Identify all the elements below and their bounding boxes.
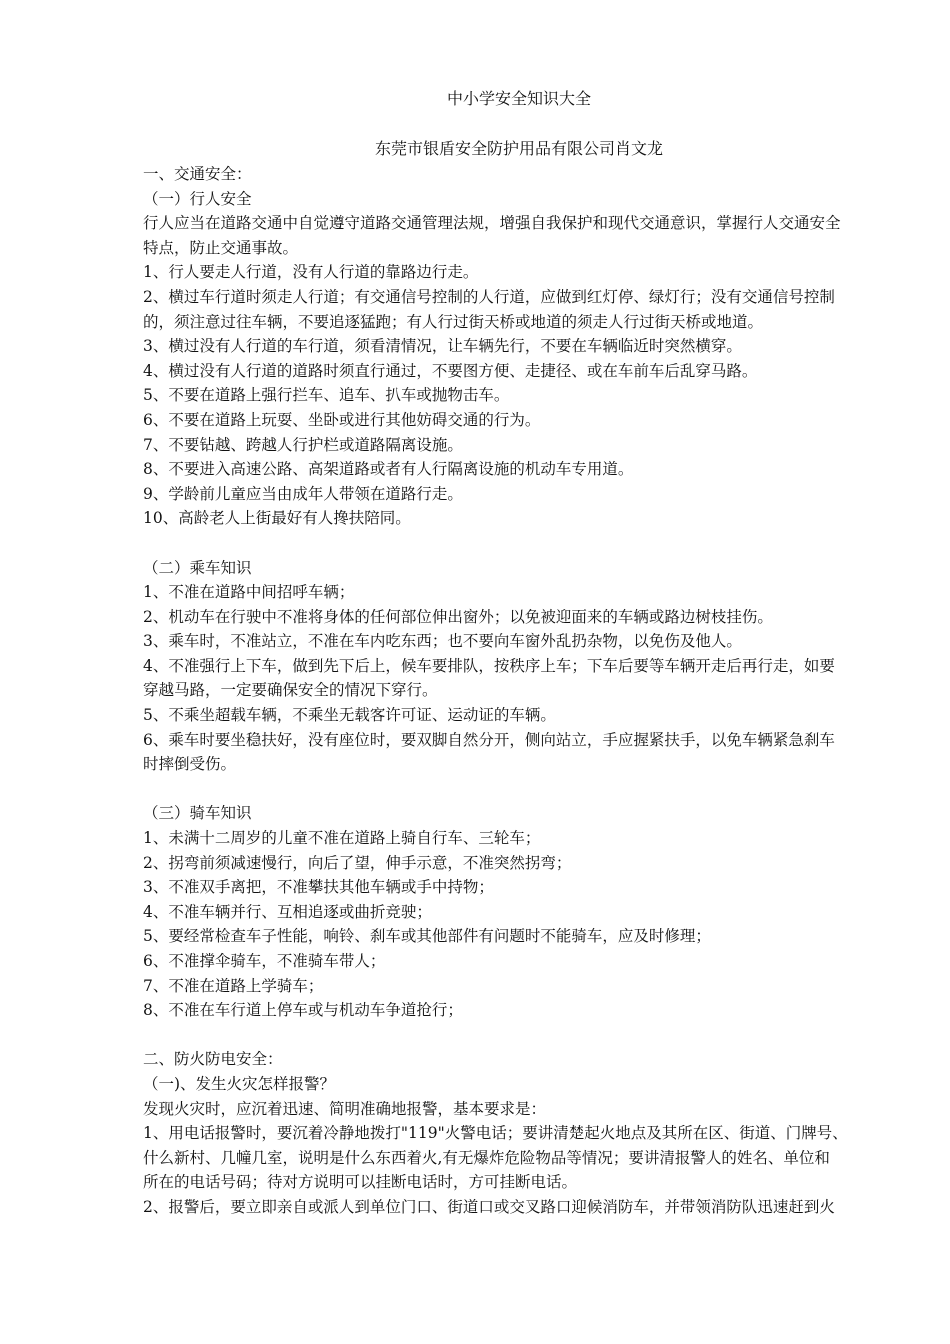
text-line: 4、横过没有人行道的道路时须直行通过，不要图方便、走捷径、或在车前车后乱穿马路。 — [143, 361, 758, 380]
text-line: 的，须注意过往车辆，不要追逐猛跑；有人行过街天桥或地道的须走人行过街天桥或地道。 — [143, 312, 764, 331]
text-line: 所在的电话号码；待对方说明可以挂断电话时，方可挂断电话。 — [143, 1173, 578, 1192]
document-author: 东莞市银盾安全防护用品有限公司肖文龙 — [374, 139, 663, 158]
text-line: 4、不准强行上下车，做到先下后上，候车要排队，按秩序上车；下车后要等车辆开走后再行走，如要 — [143, 656, 835, 675]
text-line: 2、报警后，要立即亲自或派人到单位门口、街道口或交叉路口迎候消防车，并带领消防队迅速赶到火 — [143, 1197, 835, 1216]
text-line: 穿越马路，一定要确保安全的情况下穿行。 — [143, 681, 438, 700]
text-line: 行人应当在道路交通中自觉遵守道路交通管理法规，增强自我保护和现代交通意识，掌握行人交通安全 — [143, 214, 841, 233]
text-line: 7、不要钻越、跨越人行护栏或道路隔离设施。 — [143, 435, 463, 454]
text-line: （二）乘车知识 — [143, 558, 252, 577]
text-line: 8、不要进入高速公路、高架道路或者有人行隔离设施的机动车专用道。 — [143, 460, 634, 479]
document-body — [143, 162, 893, 1220]
text-line: 4、不准车辆并行、互相追逐或曲折竞驶； — [143, 902, 432, 921]
text-line: 9、学龄前儿童应当由成年人带领在道路行走。 — [143, 484, 463, 503]
text-line: 什么新村、几幢几室，说明是什么东西着火,有无爆炸危险物品等情况；要讲清报警人的姓名、单位和 — [143, 1148, 830, 1167]
text-line: （一）行人安全 — [143, 189, 252, 208]
text-line: 2、横过车行道时须走人行道；有交通信号控制的人行道，应做到红灯停、绿灯行；没有交通信号控制 — [143, 287, 835, 306]
text-line: 2、拐弯前须减速慢行，向后了望，伸手示意，不准突然拐弯； — [143, 853, 572, 872]
text-line: （一)、发生火灾怎样报警？ — [143, 1074, 336, 1093]
text-line: 二、防火防电安全： — [143, 1050, 283, 1069]
document-title: 中小学安全知识大全 — [446, 89, 591, 108]
text-line: 6、不准撑伞骑车，不准骑车带人； — [143, 952, 386, 970]
text-line: 时摔倒受伤。 — [143, 755, 237, 774]
text-line: 3、乘车时，不准站立，不准在车内吃东西；也不要向车窗外乱扔杂物，以免伤及他人。 — [143, 632, 742, 651]
text-line: 10、高龄老人上街最好有人搀扶陪同。 — [143, 509, 411, 528]
text-line: 发现火灾时，应沉着迅速、简明准确地报警，基本要求是： — [143, 1099, 547, 1118]
text-line: 1、未满十二周岁的儿童不准在道路上骑自行车、三轮车； — [143, 829, 541, 848]
text-line: 3、不准双手离把，不准攀扶其他车辆或手中持物； — [143, 878, 494, 897]
blank-line — [143, 531, 893, 556]
text-line: 7、不准在道路上学骑车； — [143, 976, 324, 995]
text-line: 一、交通安全： — [143, 165, 252, 183]
text-line: 3、横过没有人行道的车行道，须看清情况，让车辆先行，不要在车辆临近时突然横穿。 — [143, 337, 742, 356]
text-line: 2、机动车在行驶中不准将身体的任何部位伸出窗外；以免被迎面来的车辆或路边树枝挂伤。 — [143, 607, 773, 626]
text-line: 5、不乘坐超载车辆，不乘坐无载客许可证、运动证的车辆。 — [143, 706, 556, 725]
text-line: 6、乘车时要坐稳扶好，没有座位时，要双脚自然分开，侧向站立，手应握紧扶手，以免车辆紧急刹车 — [143, 730, 835, 749]
text-line: （三）骑车知识 — [143, 804, 252, 823]
text-line: 8、不准在车行道上停车或与机动车争道抢行； — [143, 1001, 463, 1020]
blank-line — [143, 777, 893, 802]
text-line: 6、不要在道路上玩耍、坐卧或进行其他妨碍交通的行为。 — [143, 410, 541, 429]
text-line: 5、要经常检查车子性能，响铃、刹车或其他部件有问题时不能骑车，应及时修理； — [143, 927, 711, 946]
blank-line — [143, 1023, 893, 1048]
text-line: 1、不准在道路中间招呼车辆； — [143, 583, 355, 602]
text-line: 1、用电话报警时，要沉着冷静地拨打"119"火警电话；要讲清楚起火地点及其所在区、街道、门牌号、 — [143, 1124, 848, 1143]
text-line: 1、行人要走人行道，没有人行道的靠路边行走。 — [143, 263, 479, 282]
text-line: 特点，防止交通事故。 — [143, 238, 299, 257]
text-line: 5、不要在道路上强行拦车、追车、扒车或抛物击车。 — [143, 386, 510, 405]
